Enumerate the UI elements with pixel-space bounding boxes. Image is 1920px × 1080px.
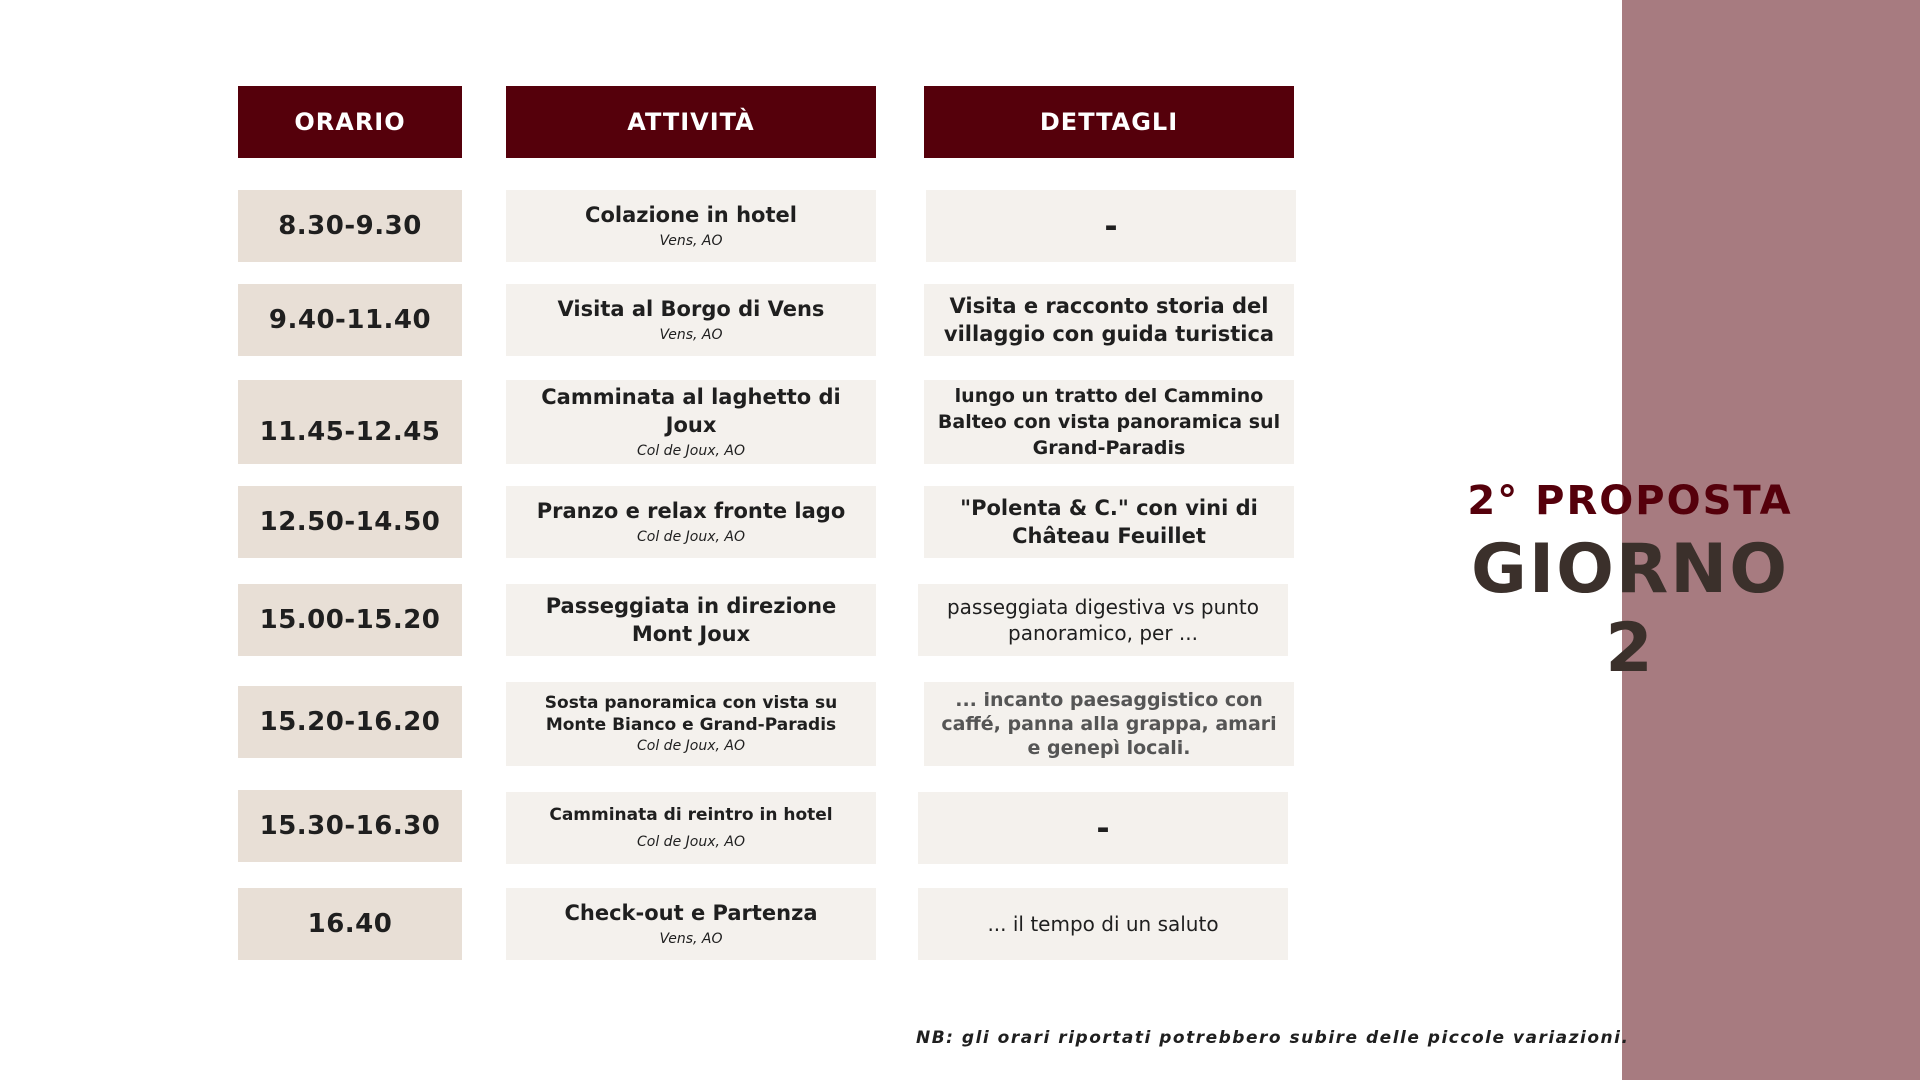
time-cell-row-2: 9.40-11.40 (238, 284, 462, 356)
activity-title: Camminata al laghetto di Joux (541, 385, 841, 437)
details-text: "Polenta & C." con vini di Château Feuillet (960, 496, 1258, 548)
header-dettagli: DETTAGLI (924, 86, 1294, 158)
activity-location: Col de Joux, AO (637, 834, 745, 850)
time-cell-row-3: 11.45-12.45 (238, 380, 462, 464)
details-text: ... incanto paesaggistico con caffé, panna alla grappa, amari e genepì locali. (941, 689, 1277, 759)
activity-title: Sosta panoramica con vista su Monte Bianco e Grand-Paradis (544, 693, 838, 735)
activity-title: Passeggiata in direzione Mont Joux (545, 594, 837, 646)
activity-cell-row-8 (506, 888, 876, 960)
footnote: NB: gli orari riportati potrebbero subire delle piccole variazioni. (916, 1028, 1630, 1048)
activity-location: Vens, AO (659, 327, 723, 343)
details-text: passeggiata digestiva vs punto panoramico, per ... (946, 595, 1259, 645)
details-cell-row-8 (918, 888, 1288, 960)
header-orario: ORARIO (238, 86, 462, 158)
details-cell-row-4 (924, 486, 1294, 558)
time-cell-row-8: 16.40 (238, 888, 462, 960)
details-cell-row-7 (918, 792, 1288, 864)
details-cell-row-3 (924, 380, 1294, 464)
details-cell-row-6 (924, 682, 1294, 766)
activity-location: Vens, AO (659, 931, 723, 947)
activity-location: Vens, AO (659, 233, 723, 249)
time-cell-row-6: 15.20-16.20 (238, 686, 462, 758)
time-cell-row-7: 15.30-16.30 (238, 790, 462, 862)
activity-location: Col de Joux, AO (637, 529, 745, 545)
activity-location: Col de Joux, AO (637, 443, 745, 459)
activity-title: Check-out e Partenza (564, 901, 818, 925)
details-text: Visita e racconto storia del villaggio con guida turistica (943, 294, 1275, 346)
activity-cell-row-1 (506, 190, 876, 262)
day-title: GIORNO 2 (1471, 530, 1789, 688)
details-cell-row-2 (924, 284, 1294, 356)
activity-cell-row-4 (506, 486, 876, 558)
details-text: lungo un tratto del Cammino Balteo con vista panoramica sul Grand-Paradis (937, 385, 1281, 459)
activity-title: Visita al Borgo di Vens (557, 297, 825, 321)
time-cell-row-1: 8.30-9.30 (238, 190, 462, 262)
activity-cell-row-2 (506, 284, 876, 356)
activity-title: Pranzo e relax fronte lago (536, 499, 846, 523)
details-text: ... il tempo di un saluto (987, 912, 1219, 936)
activity-cell-row-5 (506, 584, 876, 656)
time-cell-row-5: 15.00-15.20 (238, 584, 462, 656)
details-text: - (1096, 809, 1110, 847)
activity-cell-row-7 (506, 792, 876, 864)
header-attivita: ATTIVITÀ (506, 86, 876, 158)
activity-cell-row-6 (506, 682, 876, 766)
time-cell-row-4: 12.50-14.50 (238, 486, 462, 558)
activity-cell-row-3 (506, 380, 876, 464)
activity-title: Camminata di reintro in hotel (549, 805, 833, 825)
activity-title: Colazione in hotel (585, 203, 797, 227)
details-text: - (1104, 207, 1118, 245)
details-cell-row-5 (918, 584, 1288, 656)
details-cell-row-1 (926, 190, 1296, 262)
activity-location: Col de Joux, AO (637, 738, 745, 754)
proposal-title: 2° PROPOSTA (1467, 478, 1793, 524)
